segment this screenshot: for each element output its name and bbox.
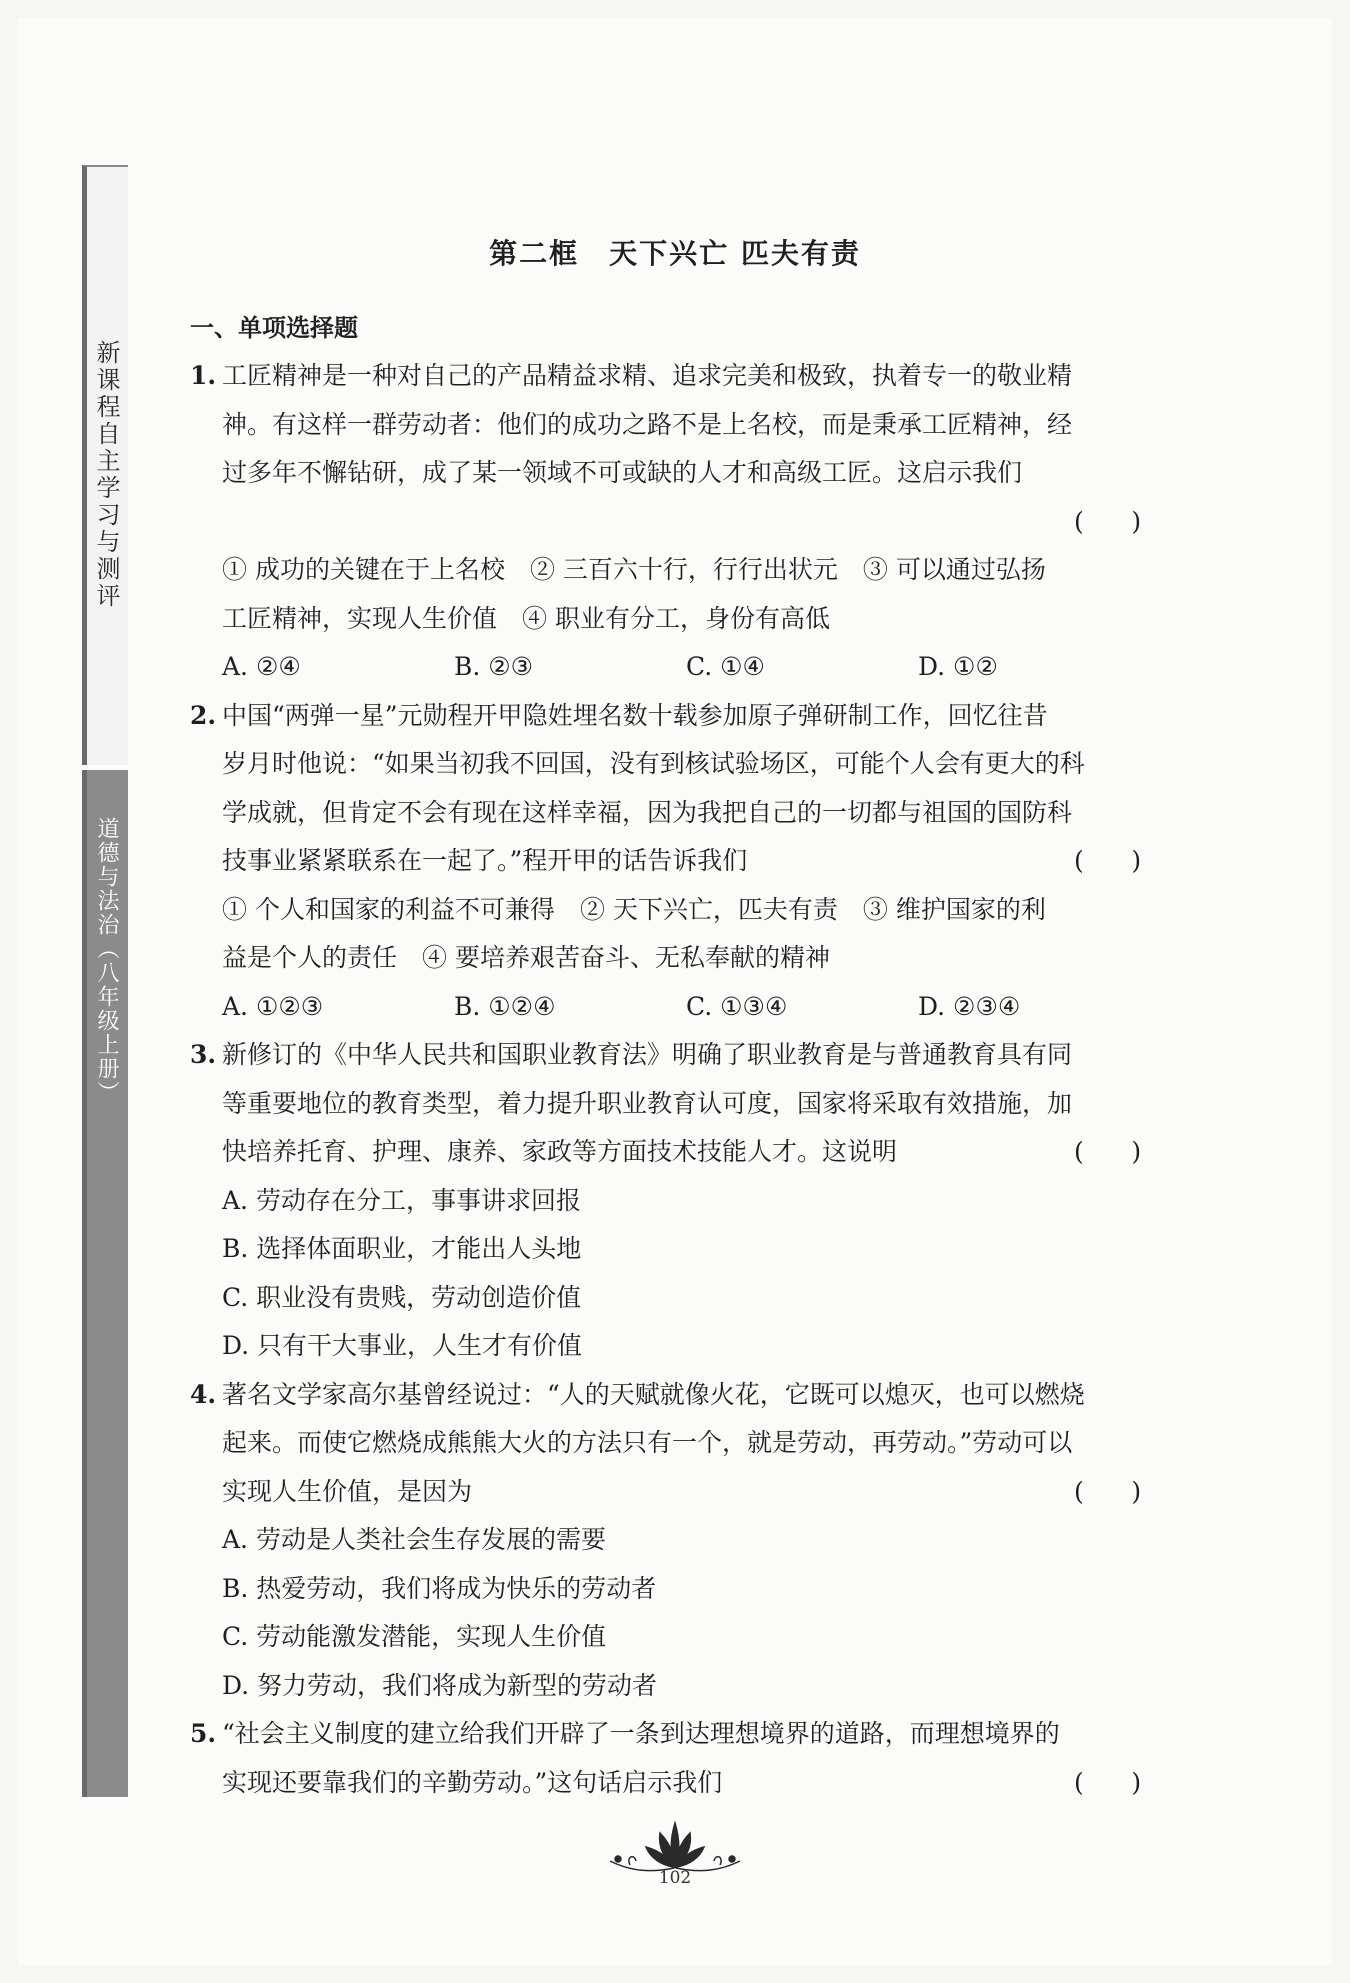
- statement-options-line: 益是个人的责任 ④ 要培养艰苦奋斗、无私奉献的精神: [222, 943, 830, 972]
- answer-bracket-row: [222, 1759, 1150, 1808]
- question-stem-line: 等重要地位的教育类型，着力提升职业教育认可度，国家将采取有效措施，加: [222, 1088, 1073, 1118]
- question-stem-line: “社会主义制度的建立给我们开辟了一条到达理想境界的道路，而理想境界的: [222, 1719, 1060, 1748]
- question-stem-line: 学成就，但肯定不会有现在这样幸福，因为我把自己的一切都与祖国的国防科: [222, 797, 1073, 827]
- series-title: 新课程自主学习与测评: [92, 340, 120, 610]
- question-stem-line: 著名文学家高尔基曾经说过：“人的天赋就像火花，它既可以熄灭，也可以燃烧: [222, 1379, 1085, 1409]
- question-number: 5.: [190, 1719, 217, 1748]
- choice-b[interactable]: B. ①②④: [454, 991, 556, 1021]
- question-stem-line: 技事业紧紧联系在一起了。”程开甲的话告诉我们: [222, 846, 748, 875]
- answer-choices: [222, 983, 1150, 1032]
- choice-d[interactable]: D. ②③④: [918, 991, 1021, 1021]
- answer-bracket[interactable]: ( ): [1074, 1476, 1142, 1506]
- question-stem-line: 起来。而使它燃烧成熊熊大火的方法只有一个，就是劳动，再劳动。”劳动可以: [222, 1428, 1073, 1457]
- question-2: [190, 692, 1150, 1032]
- side-bar: [82, 165, 128, 1797]
- choice-b[interactable]: B. 选择体面职业，才能出人头地: [222, 1234, 582, 1263]
- question-5: [190, 1710, 1150, 1807]
- question-stem-line: 过多年不懈钻研，成了某一领域不可或缺的人才和高级工匠。这启示我们: [222, 458, 1023, 487]
- section-heading: 一、单项选择题: [190, 314, 358, 342]
- choice-b[interactable]: B. ②③: [454, 652, 534, 681]
- choice-c[interactable]: C. ①④: [686, 652, 765, 681]
- choice-d[interactable]: D. ①②: [918, 652, 998, 681]
- answer-bracket[interactable]: ( ): [1074, 846, 1142, 875]
- question-1: [190, 352, 1150, 692]
- question-3: [190, 1031, 1150, 1371]
- answer-bracket[interactable]: ( ): [1074, 506, 1142, 536]
- answer-choices: [222, 643, 1150, 692]
- question-number: 2.: [190, 700, 217, 730]
- choice-a[interactable]: A. 劳动是人类社会生存发展的需要: [222, 1525, 606, 1554]
- answer-bracket-row: [222, 1468, 1150, 1517]
- statement-options-line: ① 成功的关键在于上名校 ② 三百六十行，行行出状元 ③ 可以通过弘扬: [222, 555, 1046, 584]
- question-stem-line: 实现人生价值，是因为: [222, 1476, 473, 1506]
- choice-c[interactable]: C. 劳动能激发潜能，实现人生价值: [222, 1622, 607, 1651]
- question-number: 4.: [190, 1379, 217, 1409]
- choice-c[interactable]: C. ①③④: [686, 991, 788, 1021]
- question-stem-line: 岁月时他说：“如果当初我不回国，没有到核试验场区，可能个人会有更大的科: [222, 749, 1085, 778]
- title-part-1: 第二框: [489, 237, 580, 270]
- question-stem-line: 实现还要靠我们的辛勤劳动。”这句话启示我们: [222, 1767, 723, 1797]
- question-list: [190, 352, 1150, 1807]
- question-stem-line: 神。有这样一群劳动者：他们的成功之路不是上名校，而是秉承工匠精神，经: [222, 409, 1073, 439]
- page-number: 102: [658, 1868, 692, 1888]
- question-number: 3.: [190, 1040, 217, 1069]
- question-stem-line: 快培养托育、护理、康养、家政等方面技术技能人才。这说明: [222, 1137, 898, 1166]
- statement-options-line: 工匠精神，实现人生价值 ④ 职业有分工，身份有高低: [222, 603, 830, 633]
- choice-d[interactable]: D. 努力劳动，我们将成为新型的劳动者: [222, 1670, 658, 1700]
- choice-d[interactable]: D. 只有干大事业，人生才有价值: [222, 1331, 583, 1360]
- question-stem-line: 中国“两弹一星”元勋程开甲隐姓埋名数十载参加原子弹研制工作，回忆往昔: [222, 700, 1048, 730]
- subject-title: 道德与法治（八年级上册）: [94, 817, 119, 1105]
- question-stem-line: 工匠精神是一种对自己的产品精益求精、追求完美和极致，执着专一的敬业精: [222, 361, 1073, 390]
- choice-b[interactable]: B. 热爱劳动，我们将成为快乐的劳动者: [222, 1573, 657, 1603]
- answer-bracket-row: [222, 498, 1150, 547]
- answer-bracket-row: [222, 837, 1150, 886]
- floral-ornament-icon: [590, 1815, 760, 1875]
- choice-a[interactable]: A. ②④: [222, 652, 301, 681]
- choice-a[interactable]: A. 劳动存在分工，事事讲求回报: [222, 1185, 581, 1215]
- question-4: [190, 1371, 1150, 1711]
- title-part-2: 天下兴亡 匹夫有责: [609, 237, 861, 270]
- page-title: [0, 232, 1350, 272]
- answer-bracket[interactable]: ( ): [1074, 1767, 1142, 1797]
- answer-bracket-row: [222, 1128, 1150, 1177]
- question-number: 1.: [190, 361, 217, 390]
- choice-a[interactable]: A. ①②③: [222, 991, 324, 1021]
- choice-c[interactable]: C. 职业没有贵贱，劳动创造价值: [222, 1282, 582, 1312]
- question-stem-line: 新修订的《中华人民共和国职业教育法》明确了职业教育是与普通教育具有同: [222, 1040, 1073, 1069]
- statement-options-line: ① 个人和国家的利益不可兼得 ② 天下兴亡，匹夫有责 ③ 维护国家的利: [222, 894, 1046, 924]
- answer-bracket[interactable]: ( ): [1074, 1137, 1142, 1166]
